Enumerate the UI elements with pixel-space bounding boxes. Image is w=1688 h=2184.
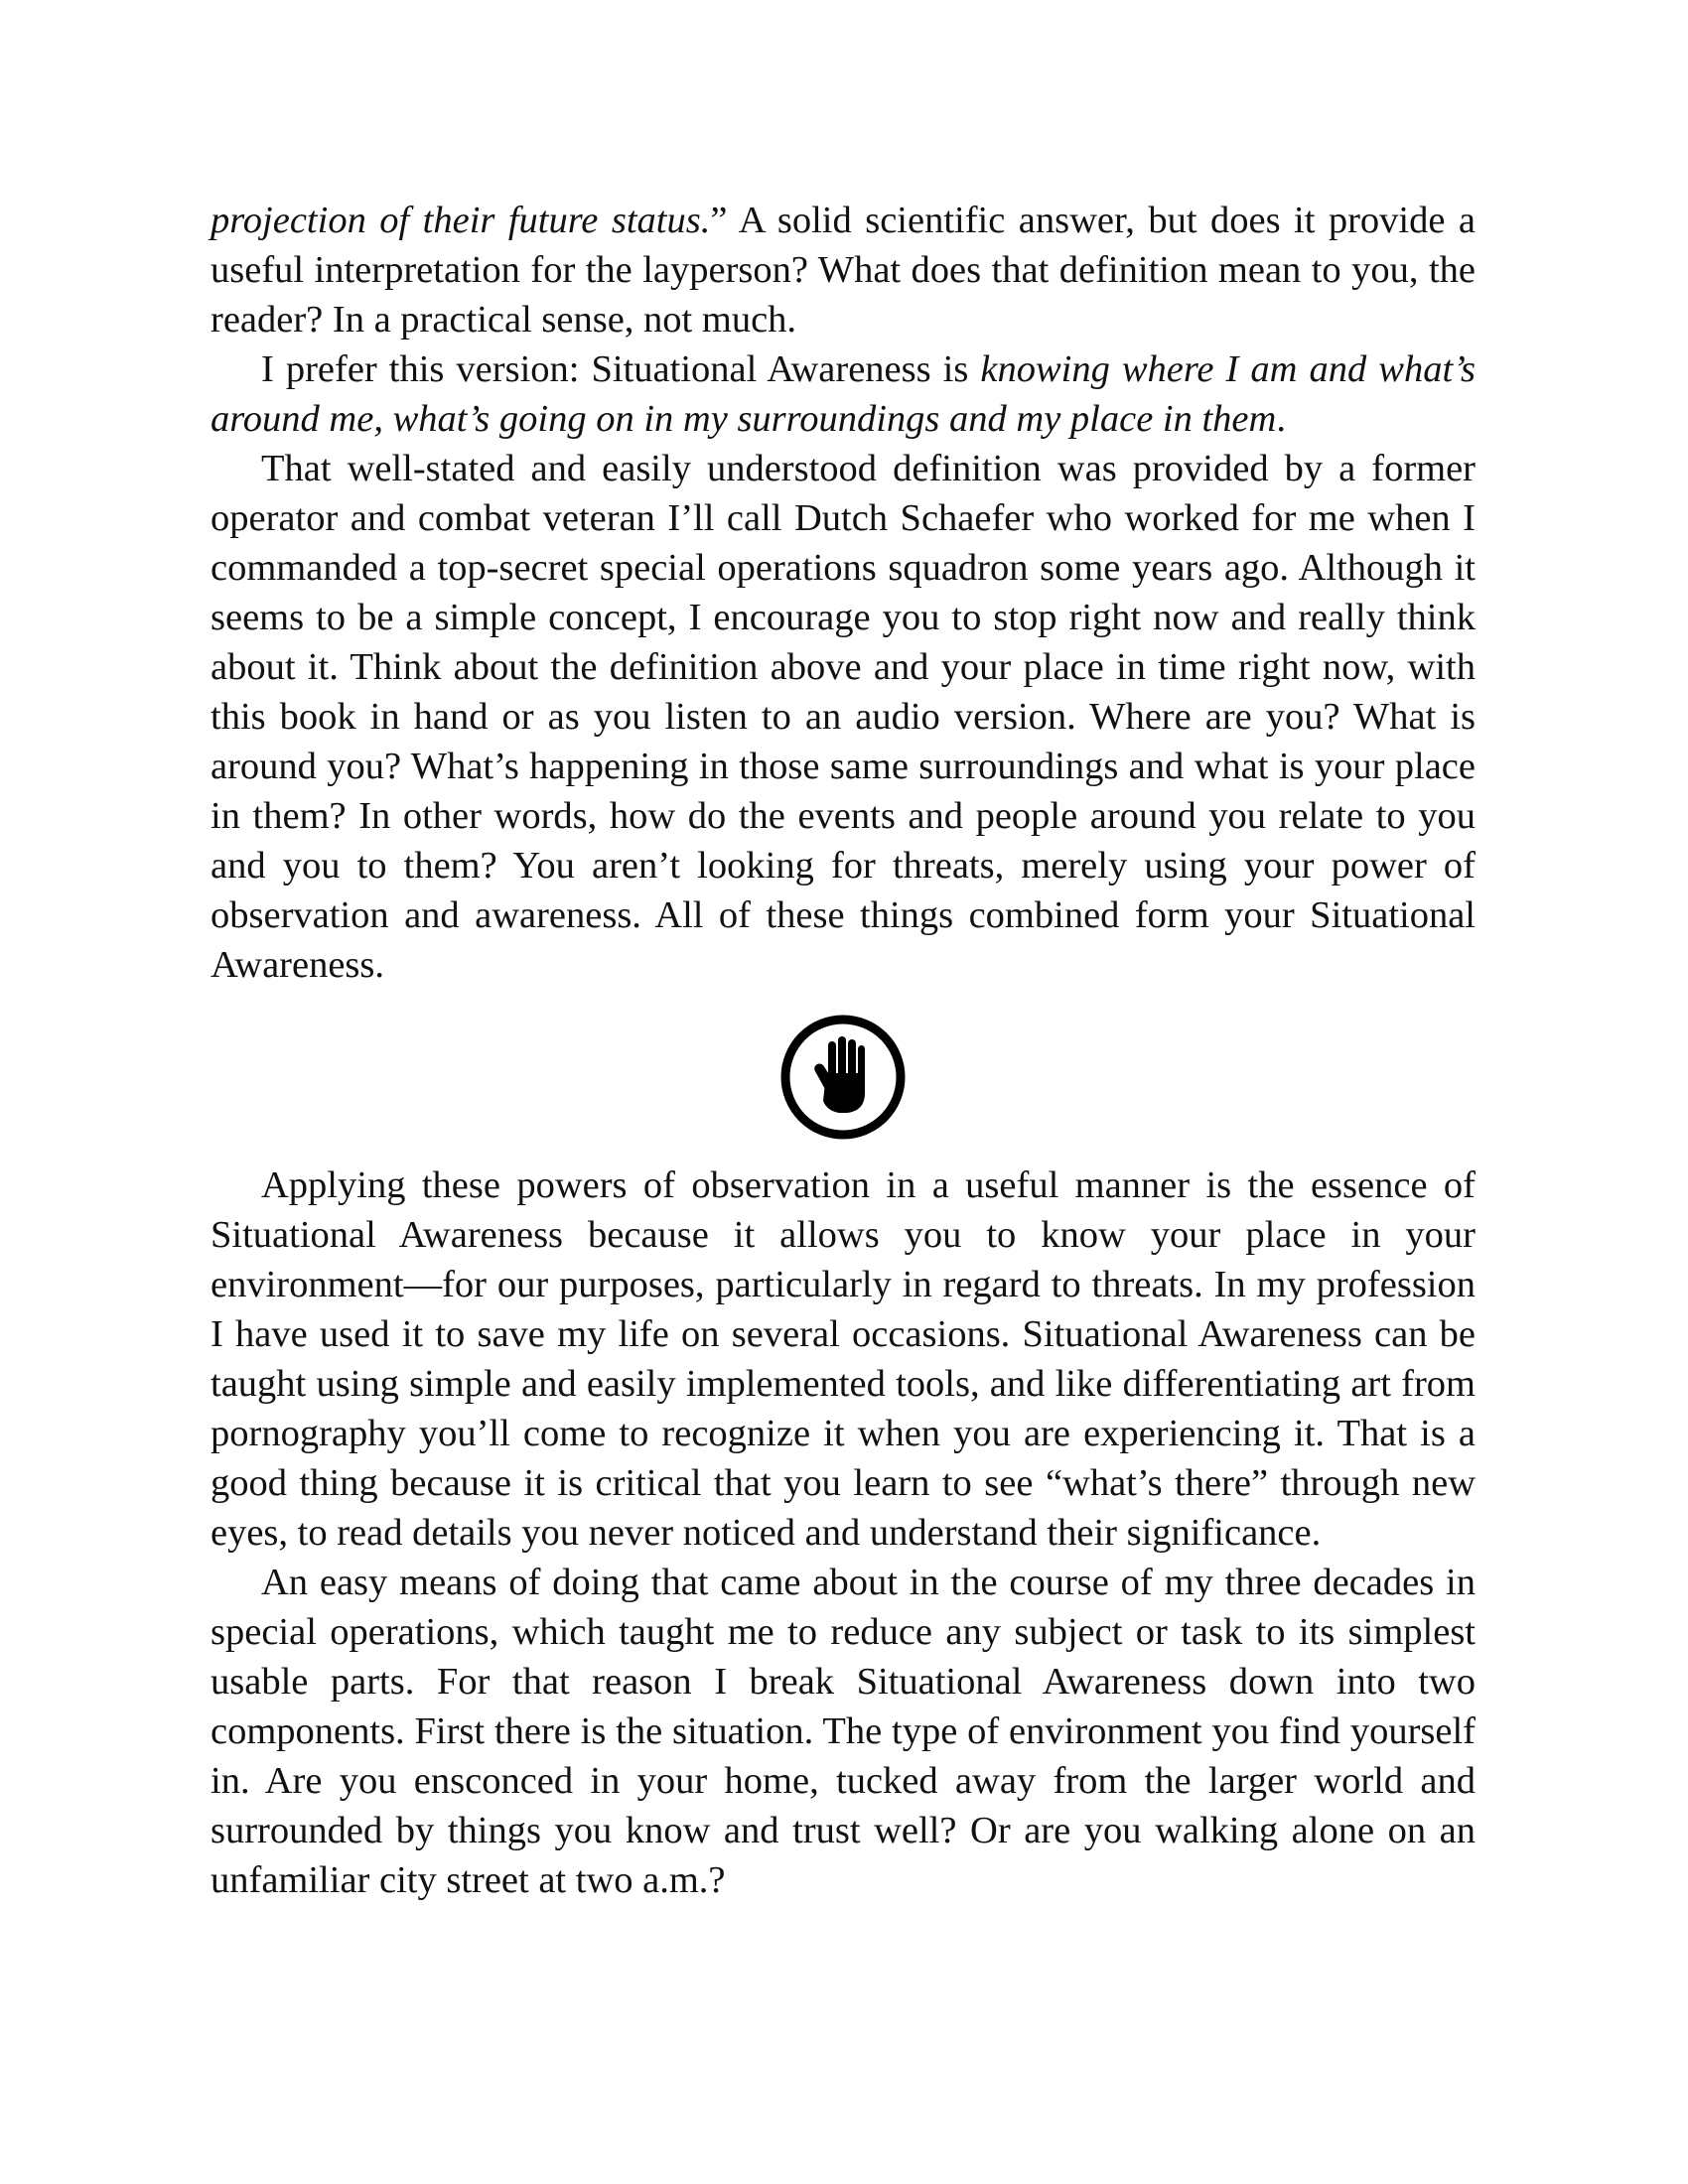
paragraph-1 bbox=[211, 196, 1476, 344]
text-run: An easy means of doing that came about in the course of my three decades in special operations, which taught me to reduce any subject or task to its simplest usable parts. For that reason I break Situational Awareness down into two components. First there is the situation. The type of environment you find yourself in. Are you ensconced in your home, tucked away from the larger world and surrounded by things you know and trust well? Or are you walking alone on an unfamiliar city street at two a.m.? bbox=[211, 1562, 1476, 1901]
paragraph-5 bbox=[211, 1558, 1476, 1905]
text-run: Applying these powers of observation in a useful manner is the essence of Situational Awareness because it allows you to know your place in your environment—for our purposes, particularly in regard to threats. In my profession I have used it to save my life on several occasions. Situational Awareness can be taught using simple and easily implemented tools, and like differentiating art from pornography you’ll come to recognize it when you are experiencing it. That is a good thing because it is critical that you learn to see “what’s there” through new eyes, to read details you never noticed and understand their significance. bbox=[211, 1164, 1476, 1554]
stop-hand-icon bbox=[777, 1012, 909, 1143]
text-run: I prefer this version: Situational Awareness is bbox=[261, 348, 981, 390]
paragraph-3 bbox=[211, 444, 1476, 990]
page-body bbox=[211, 196, 1476, 1905]
text-run: That well-stated and easily understood definition was provided by a former operator and combat veteran I’ll call Dutch Schaefer who worked for me when I commanded a top-secret special operations squadron some years ago. Although it seems to be a simple concept, I encourage you to stop right now and really think about it. Think about the definition above and your place in time right now, with this book in hand or as you listen to an audio version. Where are you? What is around you? What’s happening in those same surroundings and what is your place in them? In other words, how do the events and people around you relate to you and you to them? You aren’t looking for threats, merely using your power of observation and awareness. All of these things combined form your Situational Awareness. bbox=[211, 448, 1476, 986]
paragraph-2 bbox=[211, 344, 1476, 444]
text-run: . bbox=[1276, 398, 1286, 440]
italic-text: projection of their future status. bbox=[211, 200, 711, 241]
italic-text: knowing where I am and what’s around me, what’s going on in my surroundings and my place in them bbox=[211, 348, 1476, 440]
paragraph-4 bbox=[211, 1160, 1476, 1558]
section-break-ornament bbox=[211, 998, 1476, 1157]
text-run: ” A solid scientific answer, but does it provide a useful interpretation for the layperson? What does that definition mean to you, the reader? In a practical sense, not much. bbox=[211, 200, 1477, 341]
